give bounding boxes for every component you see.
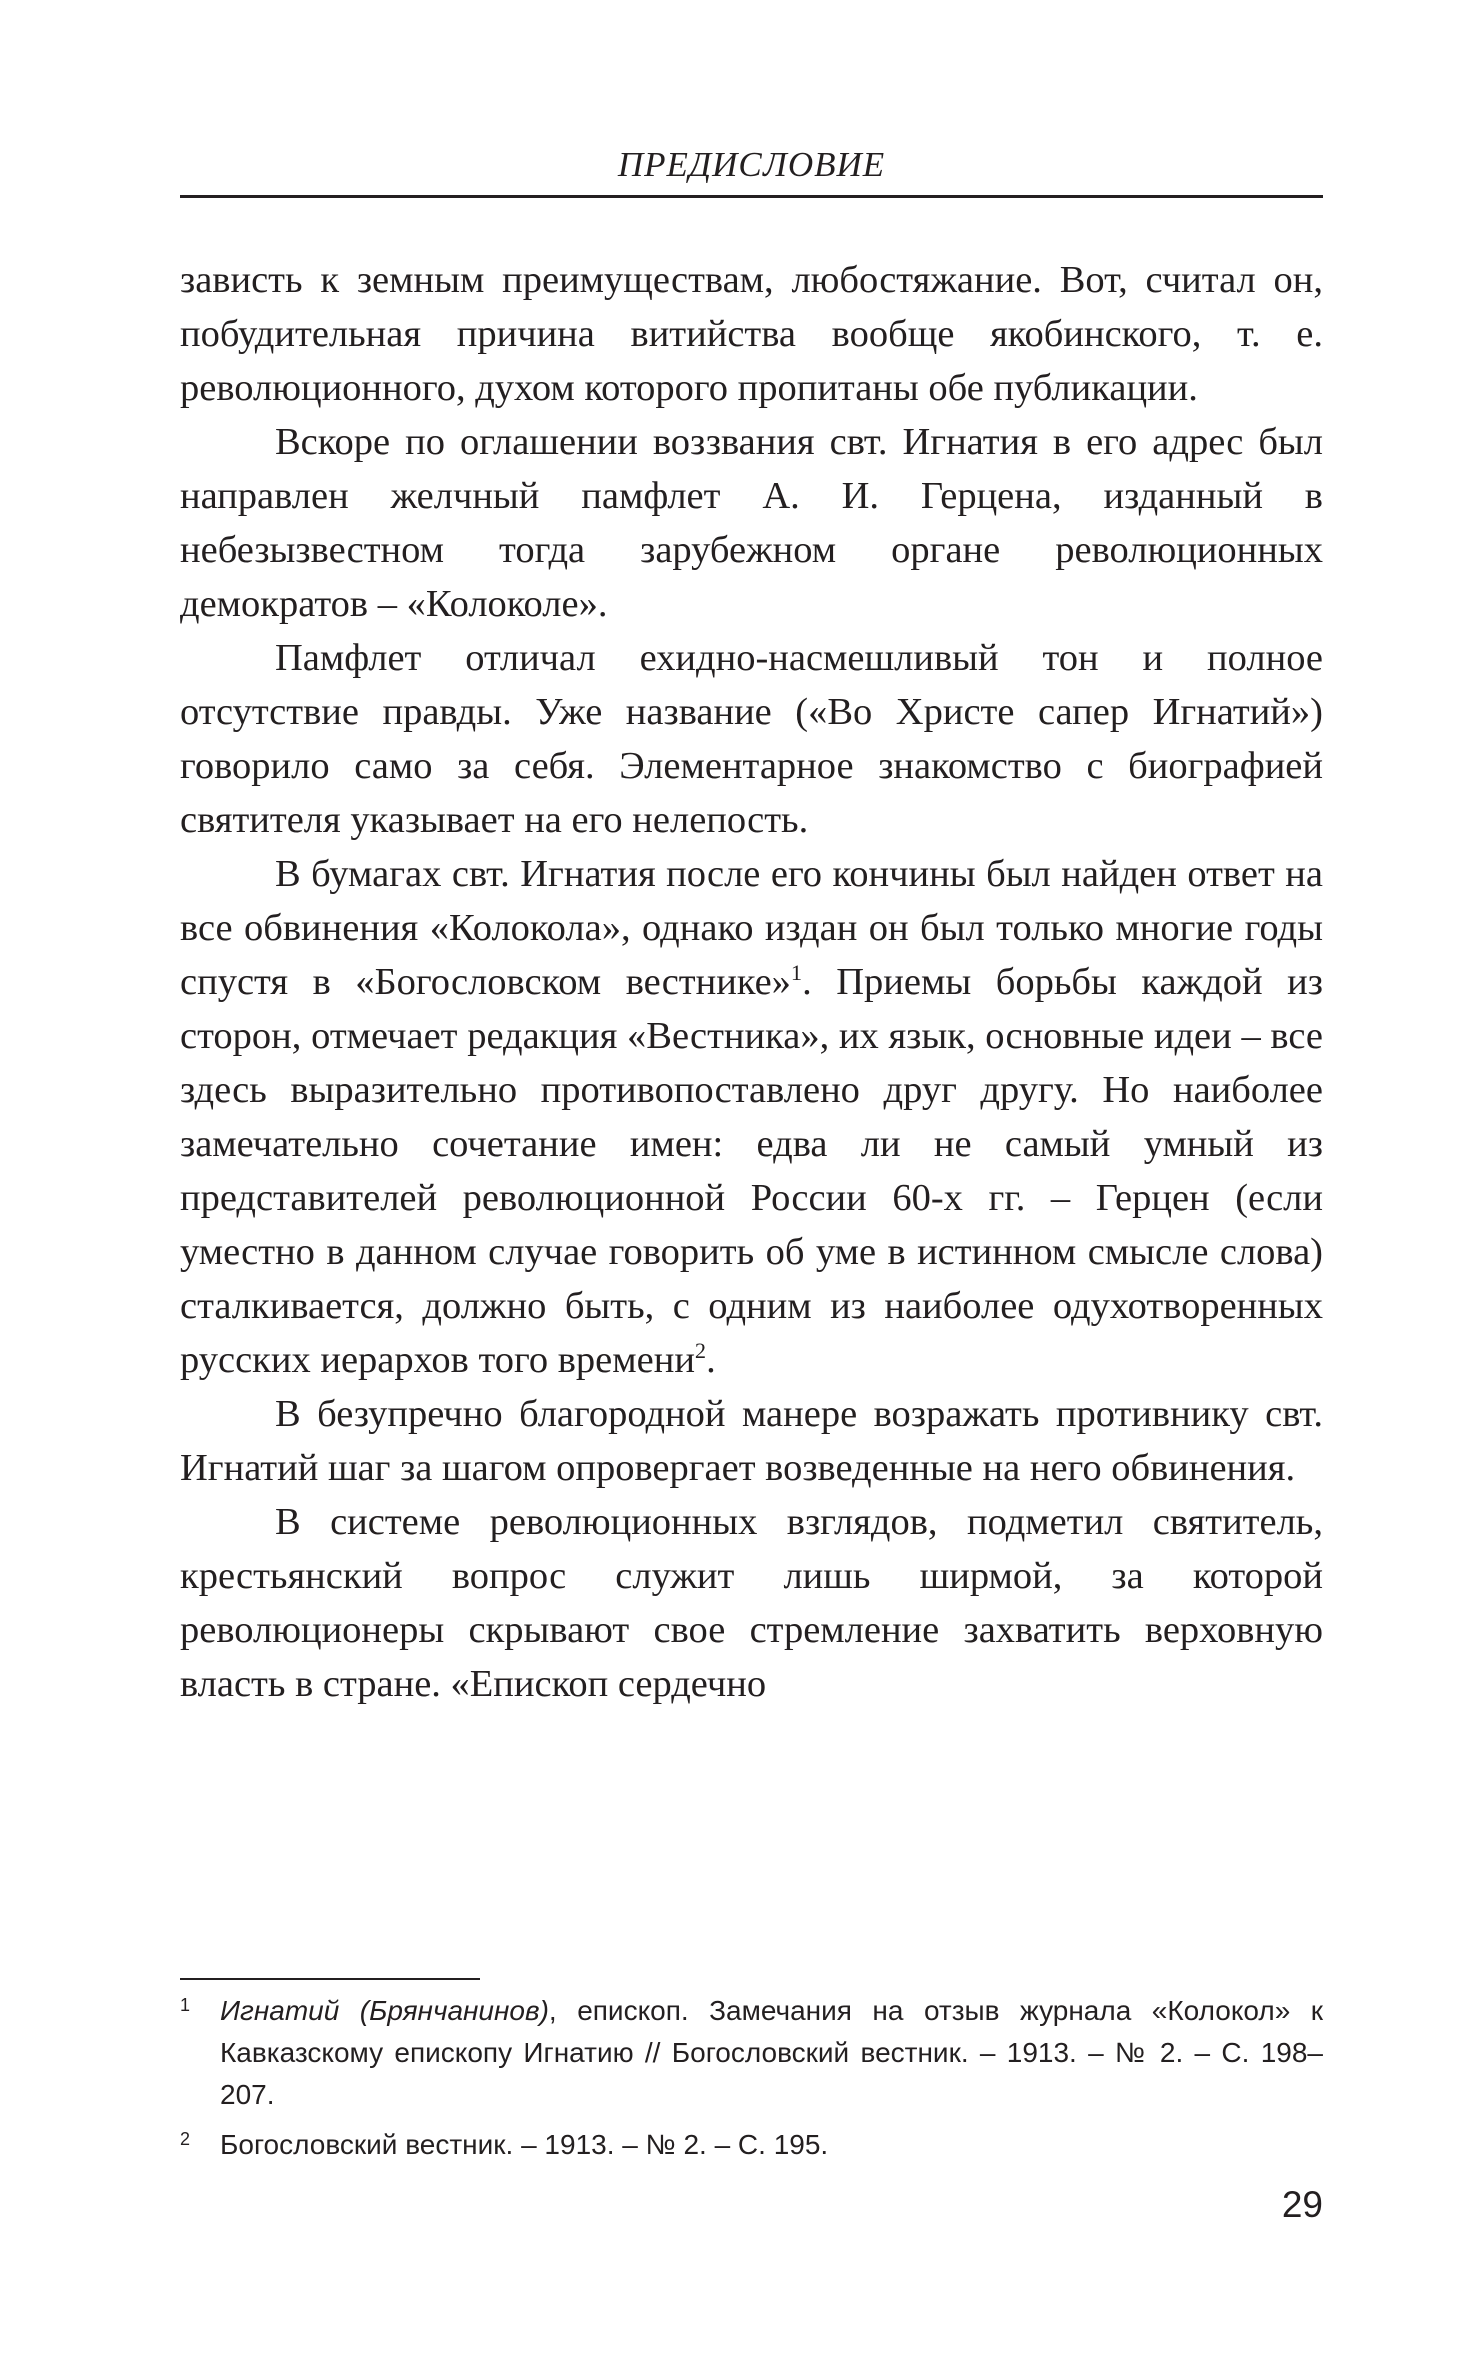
paragraph-4-part-a: В бумагах свт. Игнатия после его кончины был найден ответ на все обвинения «Колокола», однако издан он был только многие годы спустя в «Богословском вестнике» (180, 853, 1323, 1003)
footnotes (180, 1990, 1323, 2174)
footnote-1-mark: 1 (180, 1995, 191, 2015)
running-head: ПРЕДИСЛОВИЕ (617, 145, 886, 184)
footnote-1-text: , епископ. Замечания на отзыв журнала «Колокол» к Кавказскому епископу Игнатию // Богословский вестник. – 1913. – № 2. – С. 198–207. (220, 1995, 1324, 2110)
footnote-1-author: Игнатий (Брянчанинов) (220, 1995, 549, 2026)
page-number: 29 (1281, 2184, 1323, 2225)
footnote-ref-2: 2 (694, 1338, 707, 1364)
body-text (180, 253, 1323, 1711)
paragraph-4 (180, 847, 1323, 1387)
paragraph-3: Памфлет отличал ехидно-насмешливый тон и полное отсутствие правды. Уже название («Во Христе сапер Игнатий») говорило само за себя. Элементарное знакомство с биографией святителя указывает на его нелепость. (180, 637, 1323, 841)
footnote-2-mark: 2 (180, 2129, 191, 2149)
paragraph-4-part-b: . Приемы борьбы каждой из сторон, отмечает редакция «Вестника», их язык, основные идеи – все здесь выразительно противопоставлено друг другу. Но наиболее замечательно сочетание имен: едва ли не самый умный из представителей революционной России 60-х гг. – Герцен (если уместно в данном случае говорить об уме в истинном смысле слова) сталкивается, должно быть, с одним из наиболее одухотворенных русских иерархов того времени (180, 961, 1323, 1381)
running-head-rule (180, 195, 1323, 198)
footnote-2 (180, 2124, 1323, 2166)
paragraph-6: В системе революционных взглядов, подметил святитель, крестьянский вопрос служит лишь ширмой, за которой революционеры скрывают свое стремление захватить верховную власть в стране. «Епископ сердечно (180, 1501, 1323, 1705)
footnote-2-text: Богословский вестник. – 1913. – № 2. – С. 195. (220, 2129, 829, 2160)
footnote-ref-1: 1 (790, 960, 803, 986)
paragraph-5: В безупречно благородной манере возражать противнику свт. Игнатий шаг за шагом опровергает возведенные на него обвинения. (180, 1393, 1323, 1489)
footnote-1 (180, 1990, 1323, 2116)
footnote-rule (180, 1978, 480, 1980)
paragraph-4-part-c: . (706, 1339, 716, 1381)
paragraph-2: Вскоре по оглашении воззвания свт. Игнатия в его адрес был направлен желчный памфлет А. И. Герцена, изданный в небезызвестном тогда зарубежном органе революционных демократов – «Колоколе». (180, 421, 1323, 625)
paragraph-1: зависть к земным преимуществам, любостяжание. Вот, считал он, побудительная причина витийства вообще якобинского, т. е. революционного, духом которого пропитаны обе публикации. (180, 259, 1323, 409)
